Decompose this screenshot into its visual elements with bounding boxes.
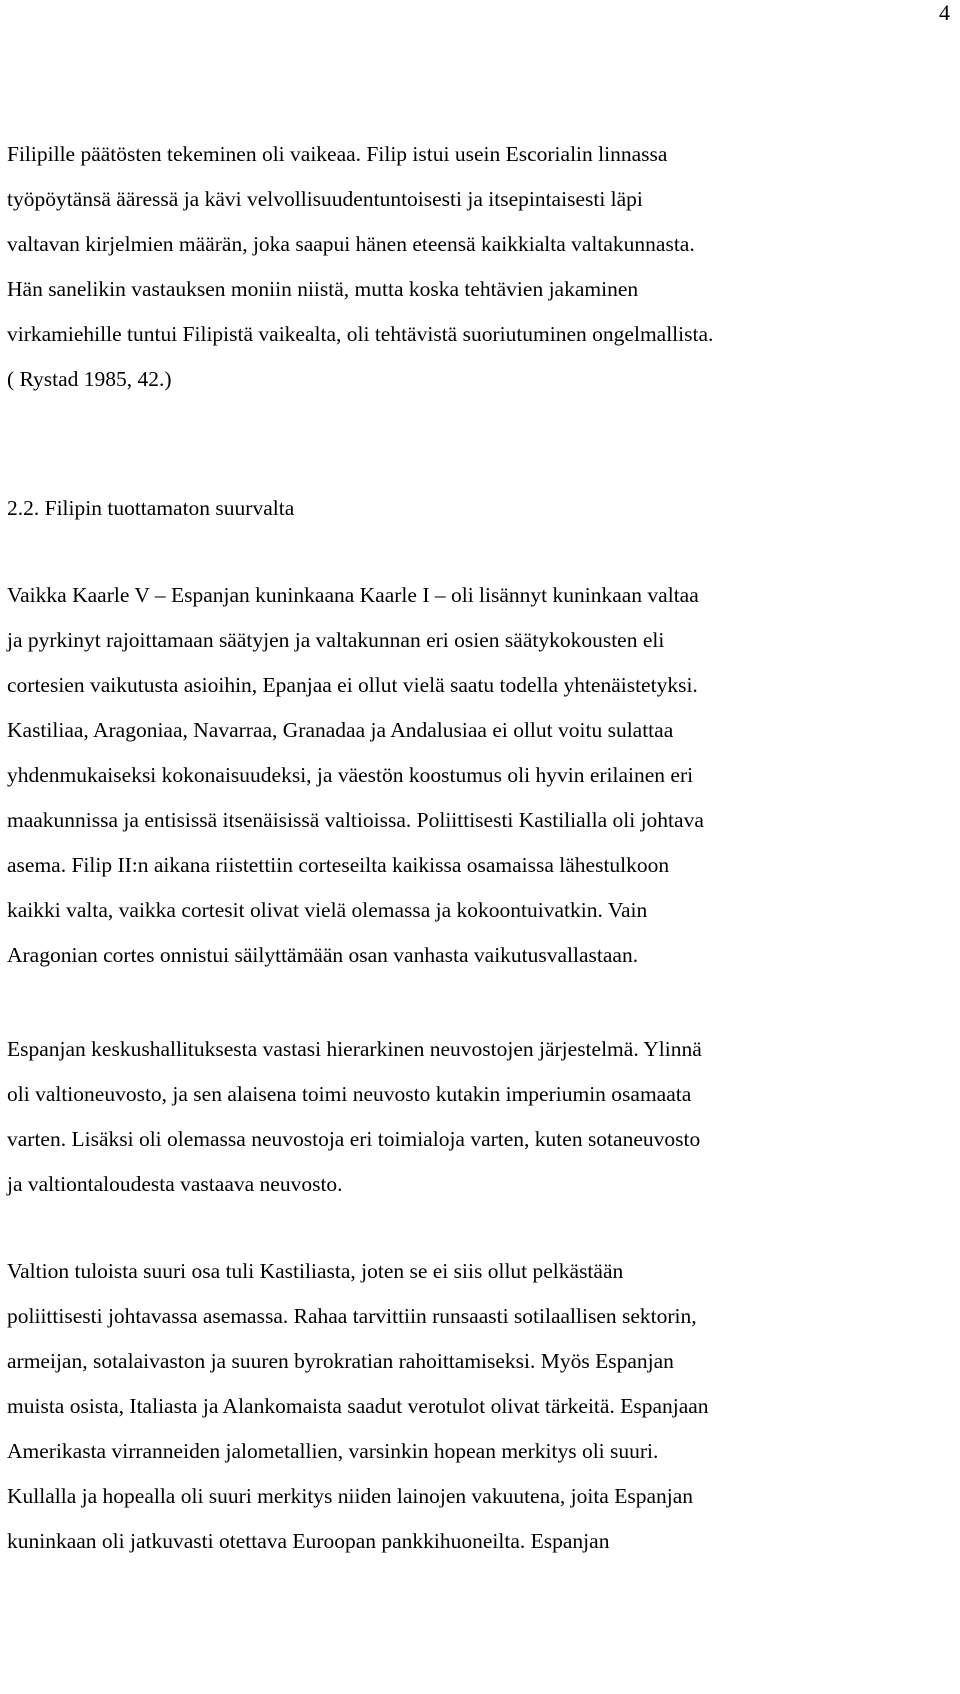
paragraph-line: Aragonian cortes onnistui säilyttämään osan vanhasta vaikutusvallastaan. <box>7 943 639 967</box>
paragraph-line: Kastiliaa, Aragoniaa, Navarraa, Granadaa ja Andalusiaa ei ollut voitu sulattaa <box>7 718 674 742</box>
paragraph-line: varten. Lisäksi oli olemassa neuvostoja eri toimialoja varten, kuten sotaneuvosto <box>7 1127 701 1151</box>
paragraph-unification <box>7 573 957 978</box>
paragraph-line: cortesien vaikutusta asioihin, Epanjaa ei ollut vielä saatu todella yhtenäistetyksi. <box>7 673 698 697</box>
paragraph-line: Hän sanelikin vastauksen moniin niistä, mutta koska tehtävien jakaminen <box>7 277 639 301</box>
paragraph-line: poliittisesti johtavassa asemassa. Rahaa tarvittiin runsaasti sotilaallisen sektorin, <box>7 1304 697 1328</box>
paragraph-revenues <box>7 1249 957 1564</box>
paragraph-line: yhdenmukaiseksi kokonaisuudeksi, ja väestön koostumus oli hyvin erilainen eri <box>7 763 694 787</box>
paragraph-line: kaikki valta, vaikka cortesit olivat vielä olemassa ja kokoontuivatkin. Vain <box>7 898 648 922</box>
paragraph-line: Amerikasta virranneiden jalometallien, varsinkin hopean merkitys oli suuri. <box>7 1439 659 1463</box>
paragraph-line: oli valtioneuvosto, ja sen alaisena toimi neuvosto kutakin imperiumin osamaata <box>7 1082 692 1106</box>
paragraph-filip-decisions <box>7 132 957 402</box>
paragraph-line: ja valtiontaloudesta vastaava neuvosto. <box>7 1172 343 1196</box>
section-heading: 2.2. Filipin tuottamaton suurvalta <box>7 496 295 520</box>
paragraph-councils <box>7 1027 957 1207</box>
paragraph-line: asema. Filip II:n aikana riistettiin corteseilta kaikissa osamaissa lähestulkoon <box>7 853 670 877</box>
paragraph-line: maakunnissa ja entisissä itsenäisissä valtioissa. Poliittisesti Kastilialla oli johtava <box>7 808 704 832</box>
paragraph-line: Vaikka Kaarle V – Espanjan kuninkaana Kaarle I – oli lisännyt kuninkaan valtaa <box>7 583 699 607</box>
paragraph-line: ja pyrkinyt rajoittamaan säätyjen ja valtakunnan eri osien säätykokousten eli <box>7 628 665 652</box>
paragraph-line: muista osista, Italiasta ja Alankomaista saadut verotulot olivat tärkeitä. Espanjaan <box>7 1394 709 1418</box>
paragraph-line: Valtion tuloista suuri osa tuli Kastiliasta, joten se ei siis ollut pelkästään <box>7 1259 624 1283</box>
paragraph-line: ( Rystad 1985, 42.) <box>7 367 172 391</box>
page-number: 4 <box>939 0 950 25</box>
paragraph-line: Filipille päätösten tekeminen oli vaikeaa. Filip istui usein Escorialin linnassa <box>7 142 668 166</box>
paragraph-line: virkamiehille tuntui Filipistä vaikealta, oli tehtävistä suoriutuminen ongelmallista. <box>7 322 714 346</box>
paragraph-line: armeijan, sotalaivaston ja suuren byrokratian rahoittamiseksi. Myös Espanjan <box>7 1349 674 1373</box>
paragraph-line: valtavan kirjelmien määrän, joka saapui hänen eteensä kaikkialta valtakunnasta. <box>7 232 695 256</box>
paragraph-line: työpöytänsä ääressä ja kävi velvollisuudentuntoisesti ja itsepintaisesti läpi <box>7 187 643 211</box>
paragraph-line: Kullalla ja hopealla oli suuri merkitys niiden lainojen vakuutena, joita Espanjan <box>7 1484 694 1508</box>
paragraph-line: Espanjan keskushallituksesta vastasi hierarkinen neuvostojen järjestelmä. Ylinnä <box>7 1037 702 1061</box>
paragraph-line: kuninkaan oli jatkuvasti otettava Euroopan pankkihuoneilta. Espanjan <box>7 1529 610 1553</box>
